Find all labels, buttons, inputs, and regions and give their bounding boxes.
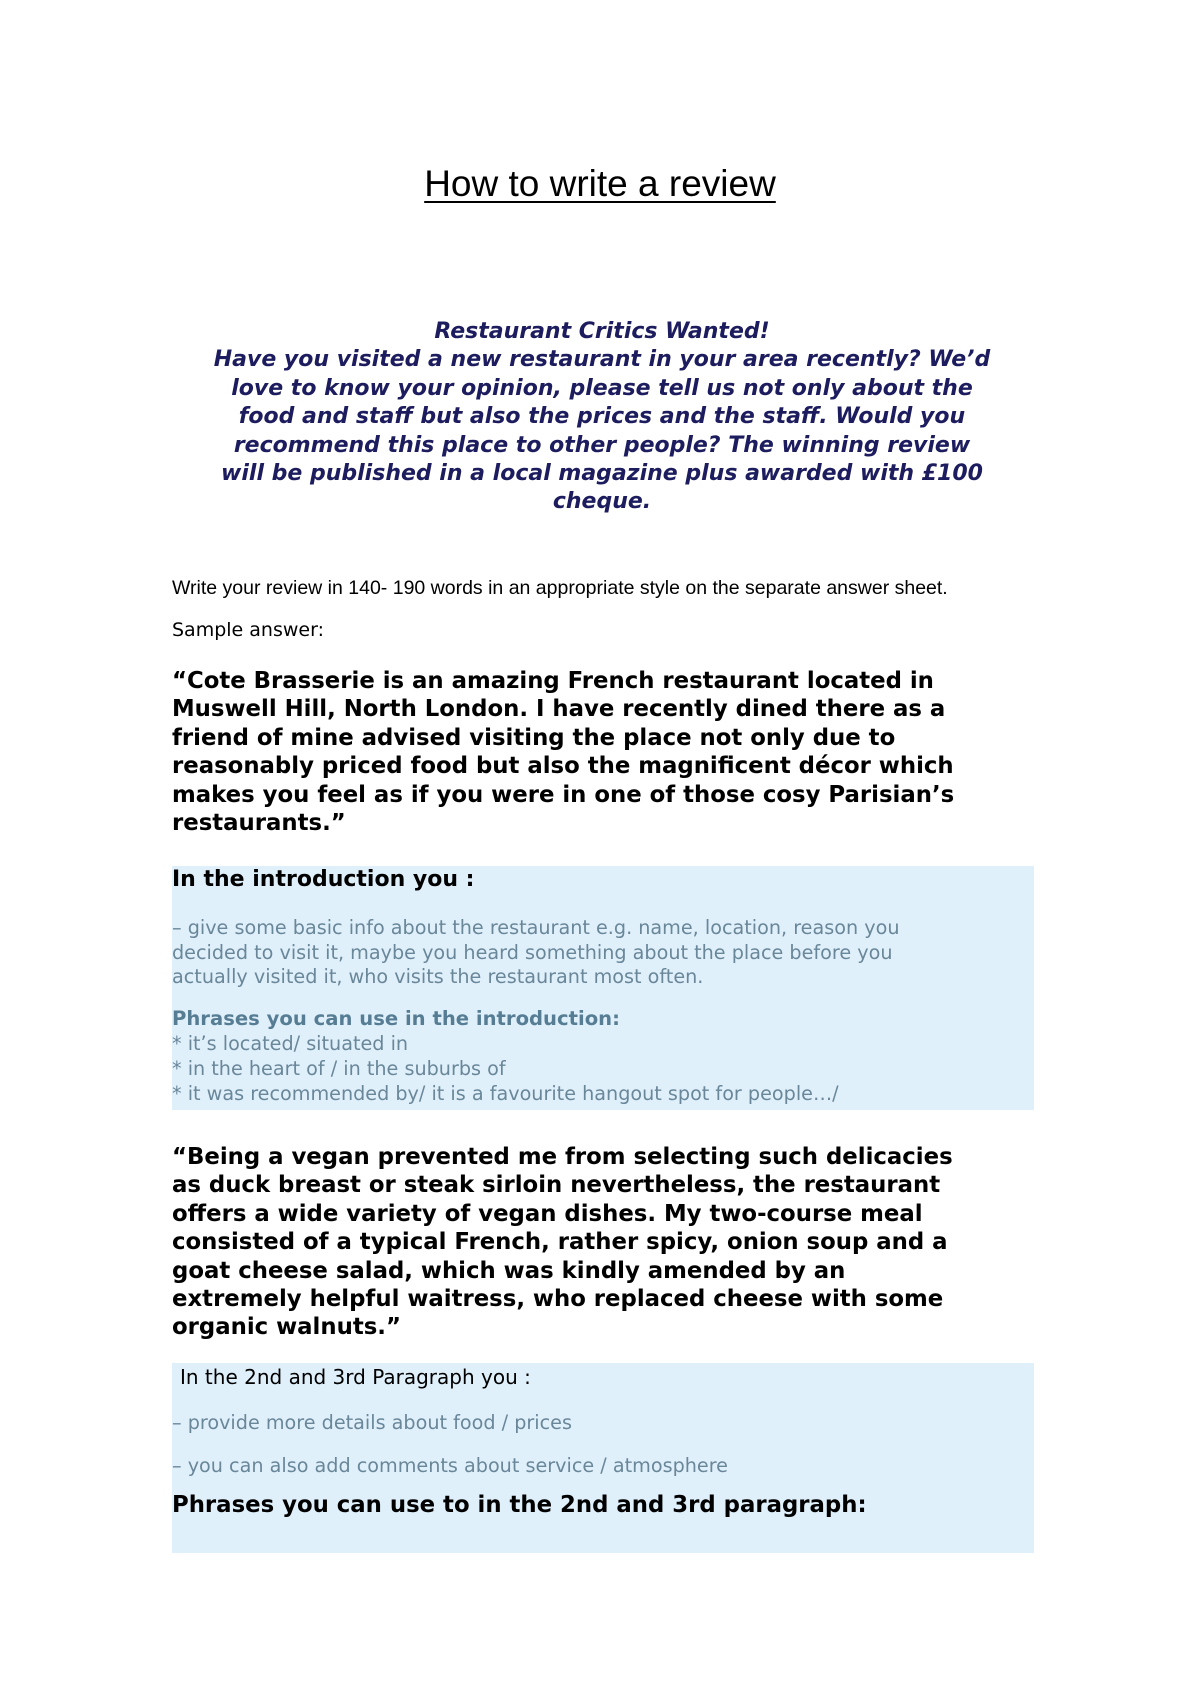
- task-prompt: [168, 318, 1036, 517]
- paragraph-tips-box: [172, 1363, 1034, 1553]
- sample-line: “Being a vegan prevented me from selecting such delicacies: [172, 1144, 953, 1170]
- tip-line: – you can also add comments about service / atmosphere: [172, 1453, 728, 1477]
- sample-paragraph-1: [172, 667, 1042, 837]
- sample-line: as duck breast or steak sirloin nevertheless, the restaurant: [172, 1172, 941, 1199]
- introduction-tips-heading: In the introduction you :: [172, 867, 475, 892]
- tip-line: decided to visit it, maybe you heard something about the place before you: [172, 940, 893, 964]
- prompt-line: cheque.: [552, 489, 652, 515]
- paragraph-phrases-title: Phrases you can use to in the 2nd and 3rd paragraph:: [172, 1492, 867, 1519]
- sample-paragraph-2: [172, 1143, 1042, 1342]
- sample-line: “Cote Brasserie is an amazing French restaurant located in: [172, 668, 934, 694]
- instruction-text: Write your review in 140- 190 words in an appropriate style on the separate answer sheet.: [172, 577, 948, 599]
- prompt-line: food and staff but also the prices and the staff. Would you: [238, 404, 966, 430]
- sample-answer-label: Sample answer:: [172, 619, 324, 641]
- sample-line: offers a wide variety of vegan dishes. My two-course meal: [172, 1200, 923, 1227]
- prompt-line: recommend this place to other people? The winning review: [233, 432, 971, 458]
- sample-line: friend of mine advised visiting the place not only due to: [172, 724, 896, 751]
- sample-line: consisted of a typical French, rather spicy, onion soup and a: [172, 1229, 948, 1256]
- sample-line: organic walnuts.”: [172, 1314, 401, 1341]
- prompt-heading: Restaurant Critics Wanted!: [434, 319, 770, 344]
- sample-line: reasonably priced food but also the magnificent décor which: [172, 753, 954, 780]
- prompt-line: love to know your opinion, please tell us not only about the: [231, 375, 973, 401]
- sample-line: goat cheese salad, which was kindly amended by an: [172, 1257, 846, 1284]
- sample-line: extremely helpful waitress, who replaced cheese with some: [172, 1286, 944, 1313]
- introduction-tips-box: [172, 866, 1034, 1110]
- phrase-item: * it’s located/ situated in: [172, 1031, 409, 1055]
- tip-line: – provide more details about food / prices: [172, 1411, 572, 1434]
- sample-line: Muswell Hill, North London. I have recently dined there as a: [172, 696, 946, 723]
- tip-line: actually visited it, who visits the restaurant most often.: [172, 965, 704, 989]
- sample-line: makes you feel as if you were in one of those cosy Parisian’s: [172, 781, 955, 808]
- prompt-line: Have you visited a new restaurant in your area recently? We’d: [213, 347, 991, 373]
- page-title: How to write a review: [424, 163, 776, 204]
- introduction-phrases-title: Phrases you can use in the introduction:: [172, 1006, 620, 1030]
- prompt-line: will be published in a local magazine plus awarded with £100: [221, 461, 983, 487]
- tip-line: – give some basic info about the restaurant e.g. name, location, reason you: [172, 916, 900, 939]
- introduction-tips-text: [172, 916, 1034, 990]
- paragraph-tips-heading: In the 2nd and 3rd Paragraph you :: [180, 1365, 531, 1389]
- phrase-item: * it was recommended by/ it is a favourite hangout spot for people…/: [172, 1081, 839, 1105]
- phrase-item: * in the heart of / in the suburbs of: [172, 1056, 506, 1080]
- sample-line: restaurants.”: [172, 810, 346, 837]
